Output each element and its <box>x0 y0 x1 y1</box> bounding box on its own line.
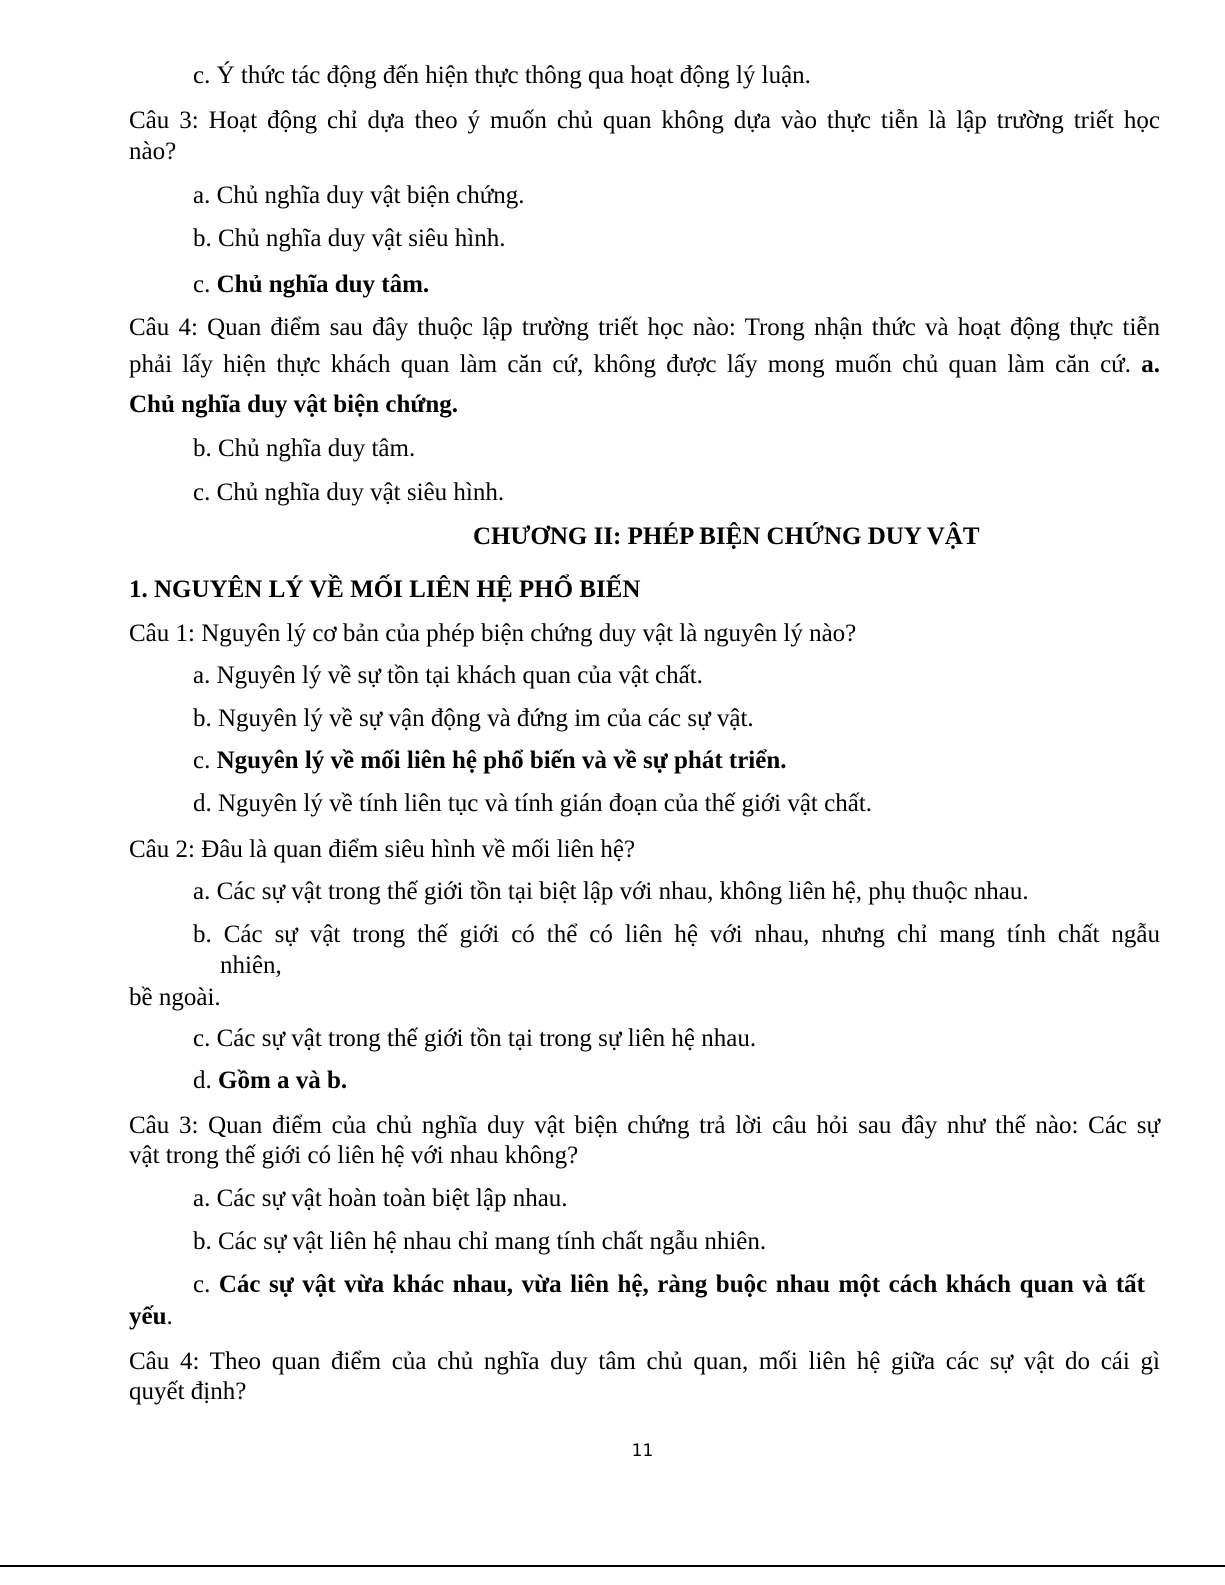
s1q2-option-d <box>193 1066 347 1096</box>
question-3-line-2: nào? <box>129 138 177 165</box>
s1q2-option-a: a. Các sự vật trong thế giới tồn tại biệt lập với nhau, không liên hệ, phụ thuộc nhau. <box>193 878 1029 905</box>
s1q1-option-c <box>193 746 787 776</box>
s1q3-option-c-line-2 <box>129 1302 173 1332</box>
footer-rule <box>0 1565 1225 1567</box>
s1-question-2: Câu 2: Đâu là quan điểm siêu hình về mối liên hệ? <box>129 836 636 863</box>
option-c-line: c. Ý thức tác động đến hiện thực thông qua hoạt động lý luận. <box>193 62 811 89</box>
question-4-line-2 <box>129 350 1160 380</box>
s1q3-option-a: a. Các sự vật hoàn toàn biệt lập nhau. <box>193 1185 568 1212</box>
q3-option-a: a. Chủ nghĩa duy vật biện chứng. <box>193 182 525 209</box>
page-number: 11 <box>631 1441 654 1461</box>
s1-question-4-line-2: quyết định? <box>129 1378 247 1405</box>
q3-option-c <box>193 270 429 300</box>
option-prefix: c. <box>193 747 217 774</box>
answer-text: Gồm a và b. <box>218 1067 348 1094</box>
s1q1-option-b: b. Nguyên lý về sự vận động và đứng im của các sự vật. <box>193 705 754 732</box>
question-text: phải lấy hiện thực khách quan làm căn cứ, không được lấy mong muốn chủ quan làm căn cứ. <box>129 351 1131 378</box>
s1q2-option-c: c. Các sự vật trong thế giới tồn tại trong sự liên hệ nhau. <box>193 1025 757 1052</box>
s1-question-3-line-1: Câu 3: Quan điểm của chủ nghĩa duy vật biện chứng trả lời câu hỏi sau đây như thế nào: Các sự <box>129 1112 1160 1139</box>
s1-question-4-line-1: Câu 4: Theo quan điểm của chủ nghĩa duy tâm chủ quan, mối liên hệ giữa các sự vật do cái gì <box>129 1348 1160 1375</box>
s1q1-option-a: a. Nguyên lý về sự tồn tại khách quan của vật chất. <box>193 662 703 689</box>
s1-question-1: Câu 1: Nguyên lý cơ bản của phép biện chứng duy vật là nguyên lý nào? <box>129 620 857 647</box>
period: . <box>166 1303 173 1330</box>
chapter-title: CHƯƠNG II: PHÉP BIỆN CHỨNG DUY VẬT <box>473 523 980 550</box>
s1q3-option-c-line-1 <box>193 1270 1145 1300</box>
option-prefix: c. <box>193 271 217 298</box>
s1q1-option-d: d. Nguyên lý về tính liên tục và tính gián đoạn của thế giới vật chất. <box>193 790 873 817</box>
option-prefix: c. <box>193 1271 219 1298</box>
question-4-line-1: Câu 4: Quan điểm sau đây thuộc lập trường triết học nào: Trong nhận thức và hoạt động thực tiễn <box>129 314 1160 341</box>
q4-answer-a: Chủ nghĩa duy vật biện chứng. <box>129 391 459 418</box>
s1-question-3-line-2: vật trong thế giới có liên hệ với nhau không? <box>129 1142 579 1169</box>
s1q3-option-b: b. Các sự vật liên hệ nhau chỉ mang tính chất ngẫu nhiên. <box>193 1228 767 1255</box>
s1q2-option-b-line-3: bề ngoài. <box>129 984 221 1011</box>
answer-text: Các sự vật vừa khác nhau, vừa liên hệ, ràng buộc nhau một cách khách quan và tất <box>218 1271 1145 1298</box>
section-heading: 1. NGUYÊN LÝ VỀ MỐI LIÊN HỆ PHỔ BIẾN <box>129 576 641 603</box>
answer-text: Nguyên lý về mối liên hệ phổ biến và về sự phát triển. <box>216 747 787 774</box>
q3-option-b: b. Chủ nghĩa duy vật siêu hình. <box>193 225 506 252</box>
s1q2-option-b-line-2: nhiên, <box>220 952 282 979</box>
q4-option-c: c. Chủ nghĩa duy vật siêu hình. <box>193 479 505 506</box>
q4-option-b: b. Chủ nghĩa duy tâm. <box>193 435 416 462</box>
question-3-line-1: Câu 3: Hoạt động chỉ dựa theo ý muốn chủ quan không dựa vào thực tiễn là lập trường triết học <box>129 107 1160 134</box>
answer-prefix: a. <box>1141 351 1161 378</box>
s1q2-option-b-line-1: b. Các sự vật trong thế giới có thể có liên hệ với nhau, nhưng chỉ mang tính chất ngẫu <box>193 921 1160 948</box>
option-prefix: d. <box>193 1067 218 1094</box>
answer-text: Chủ nghĩa duy tâm. <box>216 271 430 298</box>
answer-text-end: yếu <box>129 1303 167 1330</box>
